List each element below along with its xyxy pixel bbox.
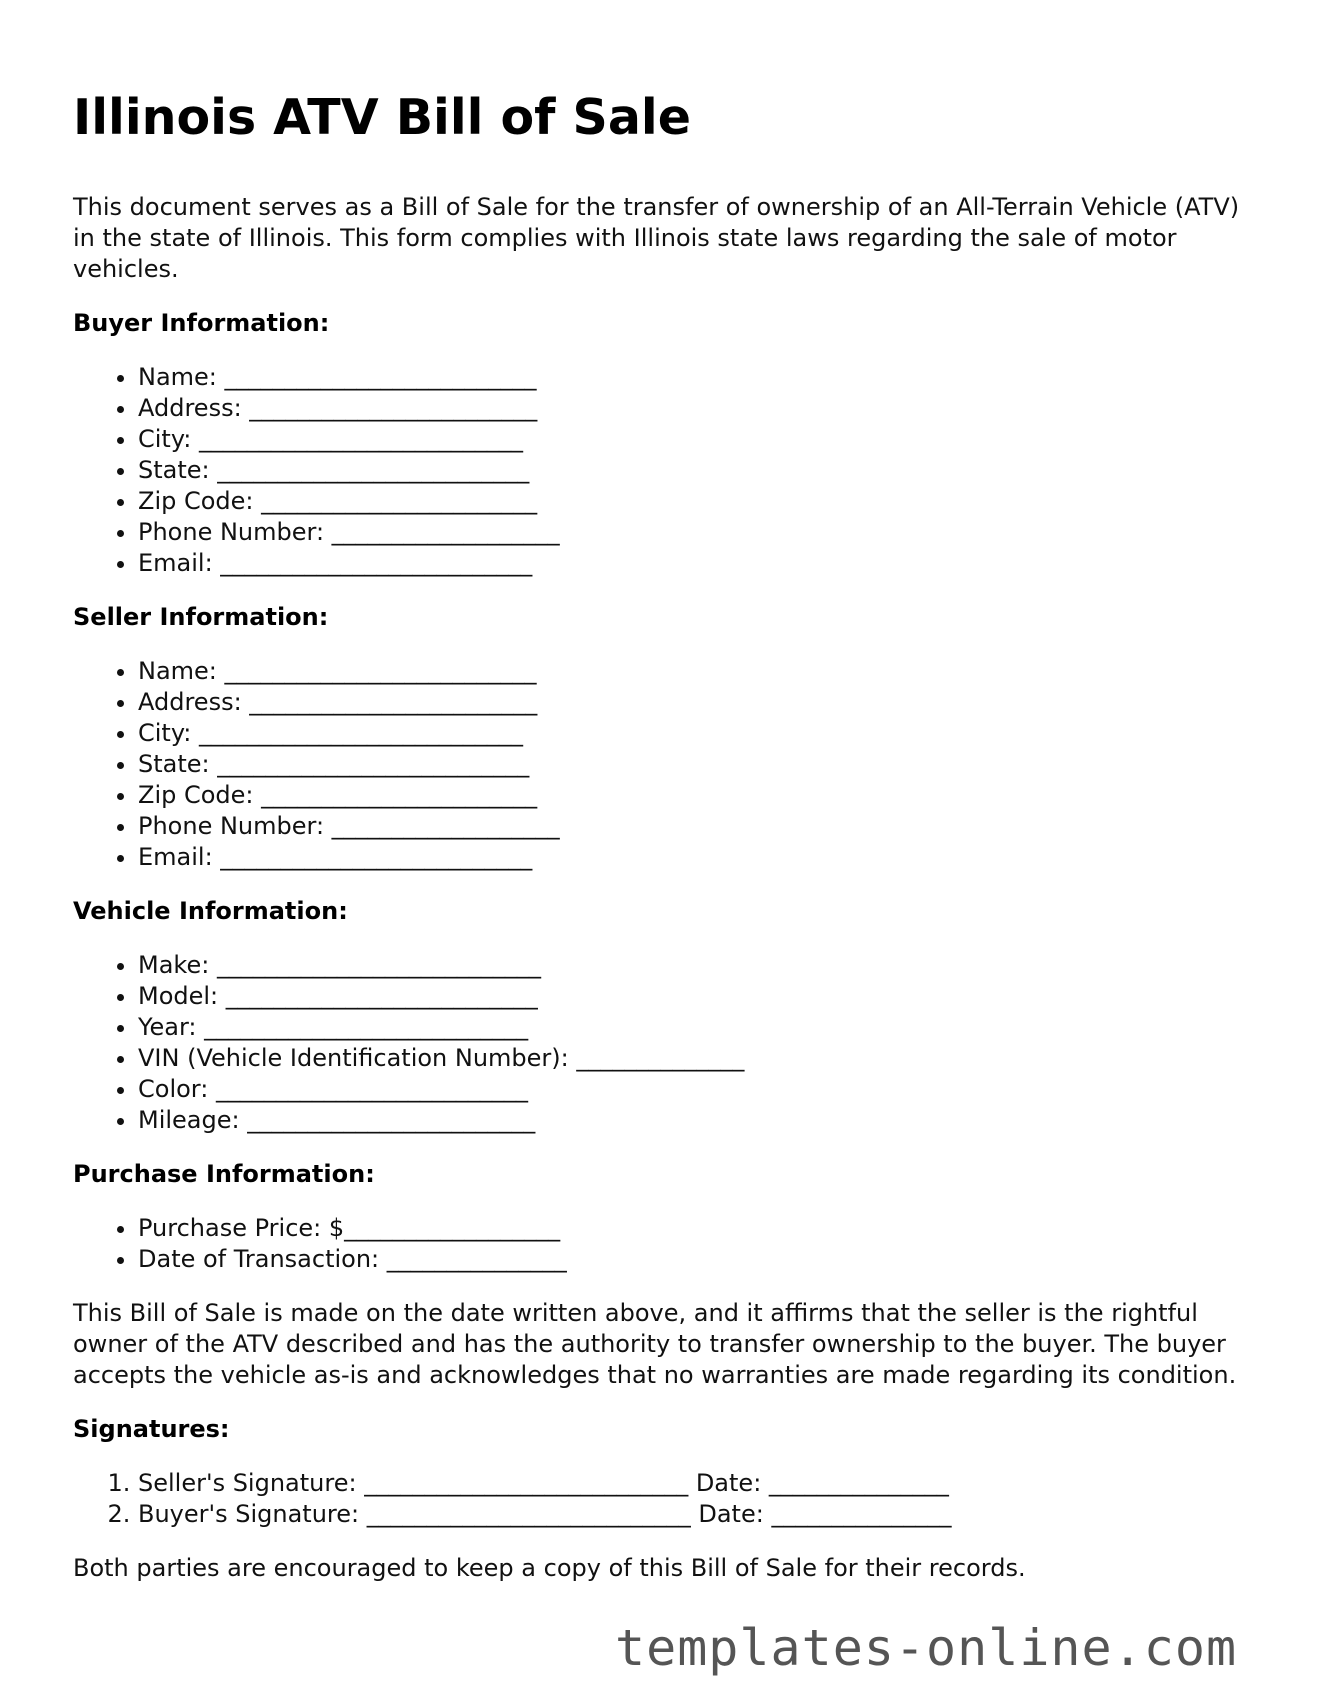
vehicle-mileage-field: • Mileage: ________________________ (138, 1105, 1253, 1136)
seller-name-field: • Name: __________________________ (138, 656, 1253, 687)
seller-city-field: • City: ___________________________ (138, 718, 1253, 749)
vehicle-heading: Vehicle Information: (73, 897, 348, 925)
buyer-phone-field: • Phone Number: ___________________ (138, 517, 1253, 548)
closing-paragraph: Both parties are encouraged to keep a copy of this Bill of Sale for their records. (73, 1554, 1026, 1582)
purchase-heading: Purchase Information: (73, 1160, 375, 1188)
buyer-address-field: • Address: ________________________ (138, 393, 1253, 424)
affirmation-paragraph: This Bill of Sale is made on the date written above, and it affirms that the seller is the rightful owner of the ATV described and has the authority to transfer ownership to the buyer. The buyer accepts the vehicle as-is and acknowledges that no warranties are made regarding its condition. (73, 1299, 1237, 1389)
seller-phone-field: • Phone Number: ___________________ (138, 811, 1253, 842)
buyer-name-field: • Name: __________________________ (138, 362, 1253, 393)
purchase-price-field: • Purchase Price: $__________________ (138, 1213, 1253, 1244)
buyer-email-field: • Email: __________________________ (138, 548, 1253, 579)
vehicle-color-field: • Color: __________________________ (138, 1074, 1253, 1105)
seller-zip-field: • Zip Code: _______________________ (138, 780, 1253, 811)
page-title: Illinois ATV Bill of Sale (73, 89, 691, 146)
seller-state-field: • State: __________________________ (138, 749, 1253, 780)
buyer-field-list (73, 362, 1253, 579)
intro-paragraph: This document serves as a Bill of Sale for the transfer of ownership of an All-Terrain Vehicle (ATV) in the state of Illinois. This form complies with Illinois state laws regarding the sale of motor vehicles. (73, 193, 1240, 283)
signatures-heading: Signatures: (73, 1415, 230, 1443)
vehicle-year-field: • Year: ___________________________ (138, 1012, 1253, 1043)
purchase-field-list (73, 1213, 1253, 1275)
vehicle-vin-field: • VIN (Vehicle Identification Number): ______________ (138, 1043, 1253, 1074)
watermark: templates-online.com (615, 1619, 1238, 1677)
buyer-state-field: • State: __________________________ (138, 455, 1253, 486)
buyer-city-field: • City: ___________________________ (138, 424, 1253, 455)
vehicle-model-field: • Model: __________________________ (138, 981, 1253, 1012)
document-page (73, 88, 1253, 1607)
seller-address-field: • Address: ________________________ (138, 687, 1253, 718)
seller-email-field: • Email: __________________________ (138, 842, 1253, 873)
buyer-zip-field: • Zip Code: _______________________ (138, 486, 1253, 517)
buyer-signature-field: 2. Buyer's Signature: ___________________________ Date: _______________ (138, 1499, 1253, 1530)
seller-field-list (73, 656, 1253, 873)
seller-heading: Seller Information: (73, 603, 329, 631)
signature-list (73, 1468, 1253, 1530)
seller-signature-field: 1. Seller's Signature: ___________________________ Date: _______________ (138, 1468, 1253, 1499)
transaction-date-field: • Date of Transaction: _______________ (138, 1244, 1253, 1275)
vehicle-make-field: • Make: ___________________________ (138, 950, 1253, 981)
vehicle-field-list (73, 950, 1253, 1136)
buyer-heading: Buyer Information: (73, 309, 330, 337)
